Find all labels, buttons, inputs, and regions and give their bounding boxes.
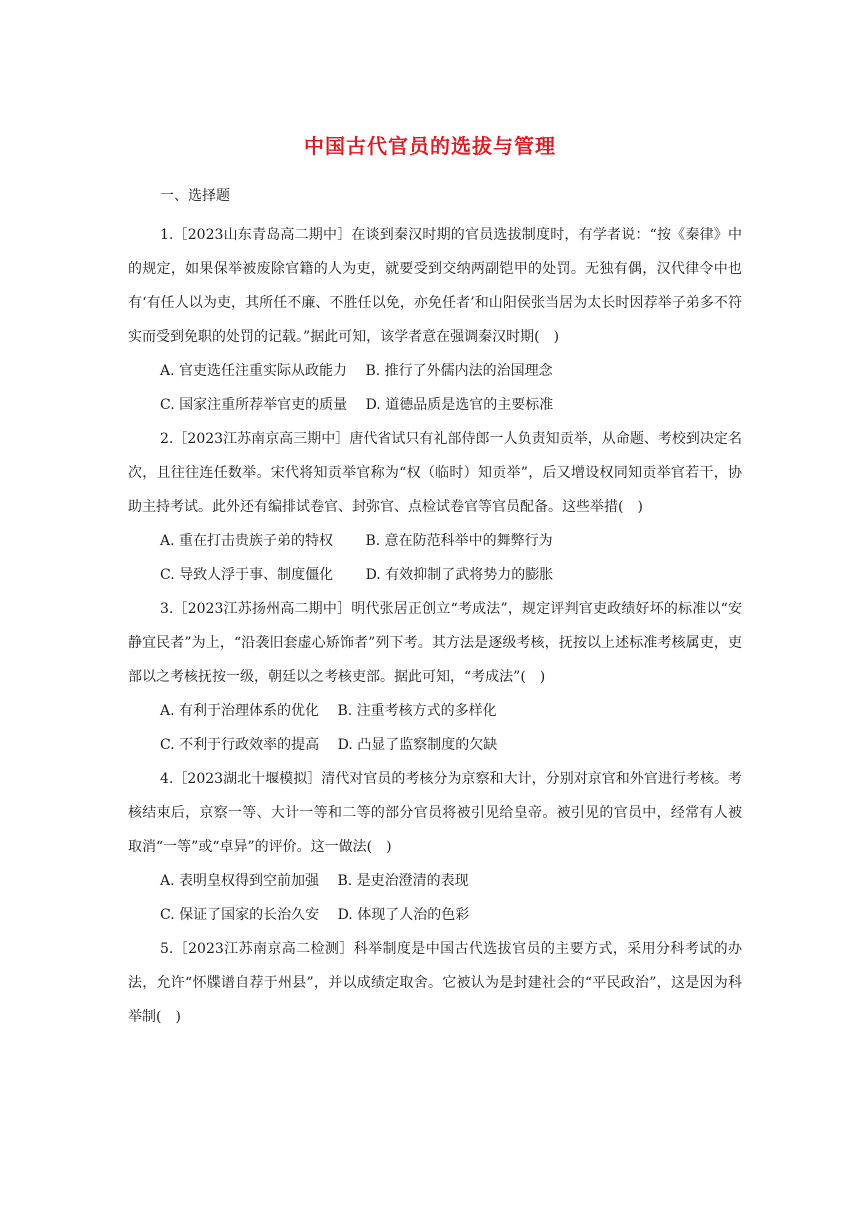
option-b: B. 意在防范科举中的舞弊行为 <box>365 533 553 549</box>
question-stem: 1.［2023山东青岛高二期中］在谈到秦汉时期的官员选拔制度时，有学者说：“按《秦律》中的规定，如果保举被废除官籍的人为吏，就要受到交纳两副铠甲的处罚。无独有偶，汉代律令中也有‘有任人以为吏，其所任不廉、不胜任以免，亦免任者’和山阳侯张当居为太长时因荐举子弟多不符实而受到免职的处罚的记载。”据此可知，该学者意在强调秦汉时期( ) <box>128 227 742 345</box>
option-b: B. 是吏治澄清的表现 <box>337 873 469 889</box>
option-d: D. 体现了人治的色彩 <box>337 907 470 923</box>
option-b: B. 注重考核方式的多样化 <box>337 703 497 719</box>
options-row <box>160 388 742 422</box>
option-a: A. 官吏选任注重实际从政能力 <box>160 363 348 379</box>
question-stem: 5.［2023江苏南京高二检测］科举制度是中国古代选拔官员的主要方式，采用分科考试的办法，允许“怀牒谱自荐于州县”，并以成绩定取舍。它被认为是封建社会的“平民政治”，这是因为科举制( ) <box>128 941 742 1025</box>
option-d: D. 道德品质是选官的主要标准 <box>365 397 554 413</box>
document-body <box>128 178 742 1034</box>
option-c: C. 国家注重所荐举官吏的质量 <box>160 397 348 413</box>
question-4 <box>128 762 742 932</box>
option-c: C. 导致人浮于事、制度僵化 <box>160 567 334 583</box>
section-heading: 一、选择题 <box>160 188 230 204</box>
options-row <box>160 728 742 762</box>
question-stem: 2.［2023江苏南京高三期中］唐代省试只有礼部侍郎一人负责知贡举，从命题、考校到决定名次，且往往连任数举。宋代将知贡举官称为“权（临时）知贡举”，后又增设权同知贡举官若干，协助主持考试。此外还有编排试卷官、封弥官、点检试卷官等官员配备。这些举措( ) <box>128 431 742 515</box>
option-d: D. 有效抑制了武将势力的膨胀 <box>365 567 554 583</box>
option-a: A. 有利于治理体系的优化 <box>160 703 320 719</box>
options-row <box>160 354 742 388</box>
question-stem: 3.［2023江苏扬州高二期中］明代张居正创立“考成法”，规定评判官吏政绩好坏的标准以“安静宜民者”为上，“沿袭旧套虚心矫饰者”列下考。其方法是逐级考核，抚按以上述标准考核属吏，吏部以之考核抚按一级，朝廷以之考核吏部。据此可知，“考成法”( ) <box>128 601 742 685</box>
document-title: 中国古代官员的选拔与管理 <box>304 134 556 158</box>
options-row <box>160 558 742 592</box>
question-1 <box>128 218 742 422</box>
option-d: D. 凸显了监察制度的欠缺 <box>337 737 498 753</box>
option-a: A. 表明皇权得到空前加强 <box>160 873 320 889</box>
question-3 <box>128 592 742 762</box>
option-c: C. 保证了国家的长治久安 <box>160 907 320 923</box>
option-a: A. 重在打击贵族子弟的特权 <box>160 533 334 549</box>
question-2 <box>128 422 742 592</box>
options-row <box>160 898 742 932</box>
question-stem: 4.［2023湖北十堰模拟］清代对官员的考核分为京察和大计，分别对京官和外官进行考核。考核结束后，京察一等、大计一等和二等的部分官员将被引见给皇帝。被引见的官员中，经常有人被取消“一等”或“卓异”的评价。这一做法( ) <box>128 771 742 855</box>
option-b: B. 推行了外儒内法的治国理念 <box>365 363 553 379</box>
option-c: C. 不利于行政效率的提高 <box>160 737 320 753</box>
question-5 <box>128 932 742 1034</box>
options-row <box>160 864 742 898</box>
options-row <box>160 524 742 558</box>
options-row <box>160 694 742 728</box>
